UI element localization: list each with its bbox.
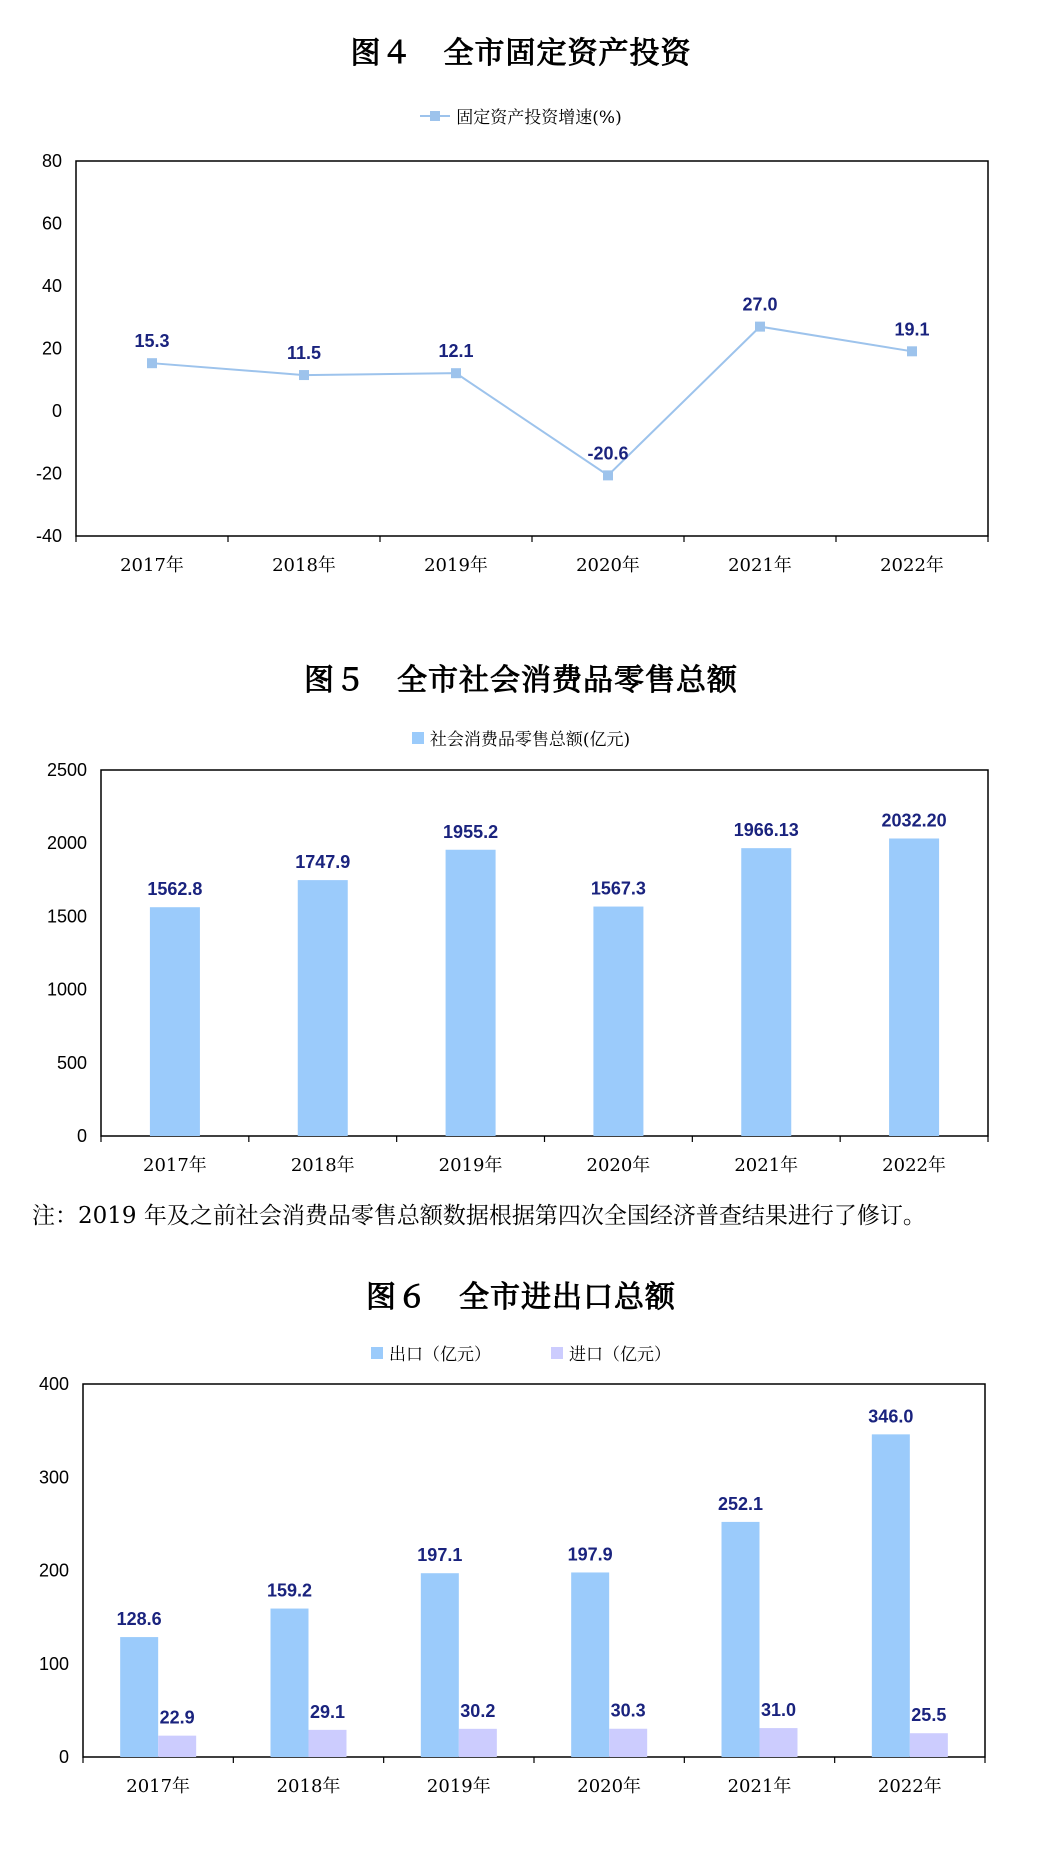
x-tick-label: 2021年: [734, 1155, 799, 1176]
y-tick-label: 0: [58, 1747, 69, 1767]
chart2-title: 图５ 全市社会消费品零售总额: [304, 663, 738, 698]
x-tick-label: 2018年: [276, 1776, 341, 1797]
data-label: 159.2: [266, 1580, 313, 1601]
data-label: 22.9: [159, 1707, 195, 1728]
series-line: [152, 327, 912, 476]
footnote: 注：2019 年及之前社会消费品零售总额数据根据第四次全国经济普查结果进行了修订。: [32, 1203, 926, 1229]
bar: [446, 850, 496, 1136]
data-label: 27.0: [742, 294, 778, 315]
y-tick-label: 2000: [46, 833, 87, 854]
x-tick-label: 2020年: [577, 1776, 642, 1797]
legend-label: 固定资产投资增速(%): [456, 108, 622, 128]
data-label: 11.5: [286, 343, 322, 364]
x-tick-label: 2019年: [438, 1155, 503, 1176]
chart3-plot: [0, 1272, 1042, 1872]
data-label: 30.3: [610, 1700, 646, 1721]
x-tick-label: 2022年: [882, 1155, 946, 1176]
data-label: 252.1: [717, 1493, 764, 1514]
data-label: 12.1: [438, 341, 474, 362]
x-tick-label: 2019年: [424, 555, 488, 576]
y-tick-label: 0: [76, 1126, 87, 1146]
x-tick-label: 2018年: [272, 555, 336, 576]
import-bar: [158, 1736, 196, 1757]
data-label: 1955.2: [443, 821, 499, 842]
y-tick-label: 200: [38, 1560, 69, 1581]
data-label: 1567.3: [590, 878, 646, 899]
data-label: 197.9: [567, 1544, 613, 1565]
y-tick-label: 300: [38, 1467, 69, 1488]
data-label: 31.0: [760, 1700, 797, 1721]
chart2-plot: [0, 600, 1042, 1200]
plot-frame: [101, 770, 988, 1136]
bar: [741, 848, 791, 1136]
x-tick-label: 2017年: [126, 1776, 191, 1797]
data-label: 197.1: [417, 1545, 463, 1566]
export-bar: [722, 1522, 760, 1757]
data-label: 15.3: [134, 331, 170, 352]
x-tick-label: 2022年: [880, 555, 944, 576]
bar: [889, 838, 939, 1136]
import-bar: [609, 1729, 647, 1757]
data-label: 1747.9: [295, 852, 351, 873]
chart3-title: 图６ 全市进出口总额: [366, 1280, 676, 1315]
x-tick-label: 2019年: [426, 1776, 491, 1797]
data-label: 346.0: [868, 1406, 914, 1427]
plot-frame: [76, 161, 988, 536]
y-tick-label: 20: [41, 338, 62, 359]
x-tick-label: 2021年: [727, 1776, 792, 1797]
y-tick-label: 400: [38, 1374, 69, 1394]
data-label: 128.6: [116, 1609, 162, 1630]
import-bar: [459, 1729, 497, 1757]
data-label: 1966.13: [733, 820, 799, 841]
plot-frame: [83, 1384, 985, 1757]
x-tick-label: 2017年: [120, 555, 184, 576]
bar: [150, 907, 200, 1136]
x-tick-label: 2021年: [728, 555, 792, 576]
data-label: 1562.8: [147, 879, 203, 900]
export-bar: [271, 1609, 309, 1757]
bar: [298, 880, 348, 1136]
y-tick-label: -40: [35, 526, 62, 546]
y-tick-label: 1500: [46, 906, 87, 927]
y-tick-label: 80: [41, 151, 62, 171]
export-bar: [421, 1573, 459, 1757]
chart1-plot: [0, 0, 1042, 600]
y-tick-label: 0: [51, 401, 62, 421]
bar: [593, 907, 643, 1136]
x-tick-label: 2020年: [586, 1155, 651, 1176]
x-tick-label: 2017年: [143, 1155, 207, 1176]
data-label: 19.1: [894, 319, 930, 340]
data-point: [755, 322, 765, 332]
y-tick-label: 1000: [46, 979, 87, 1000]
data-point: [907, 346, 917, 356]
data-label: 25.5: [911, 1705, 947, 1726]
data-label: 2032.20: [881, 810, 947, 831]
data-point: [603, 470, 613, 480]
export-bar: [571, 1572, 609, 1757]
legend-label: 出口（亿元）: [389, 1345, 491, 1365]
legend-label: 进口（亿元）: [569, 1345, 671, 1365]
x-tick-label: 2022年: [877, 1776, 942, 1797]
chart1-title: 图４ 全市固定资产投资: [350, 36, 692, 71]
x-tick-label: 2018年: [290, 1155, 355, 1176]
import-bar: [309, 1730, 347, 1757]
x-tick-label: 2020年: [576, 555, 640, 576]
data-point: [299, 370, 309, 380]
export-bar: [120, 1637, 158, 1757]
data-label: 30.2: [460, 1700, 496, 1721]
data-point: [147, 358, 157, 368]
data-label: -20.6: [587, 443, 629, 464]
data-point: [451, 368, 461, 378]
data-label: 29.1: [309, 1701, 346, 1722]
legend-label: 社会消费品零售总额(亿元): [429, 730, 631, 750]
y-tick-label: 60: [41, 213, 62, 234]
y-tick-label: 500: [56, 1052, 87, 1073]
export-bar: [872, 1434, 910, 1757]
y-tick-label: 2500: [46, 760, 87, 780]
y-tick-label: 40: [41, 276, 62, 296]
y-tick-label: -20: [35, 463, 62, 484]
import-bar: [910, 1733, 948, 1757]
import-bar: [760, 1728, 798, 1757]
y-tick-label: 100: [38, 1653, 69, 1674]
